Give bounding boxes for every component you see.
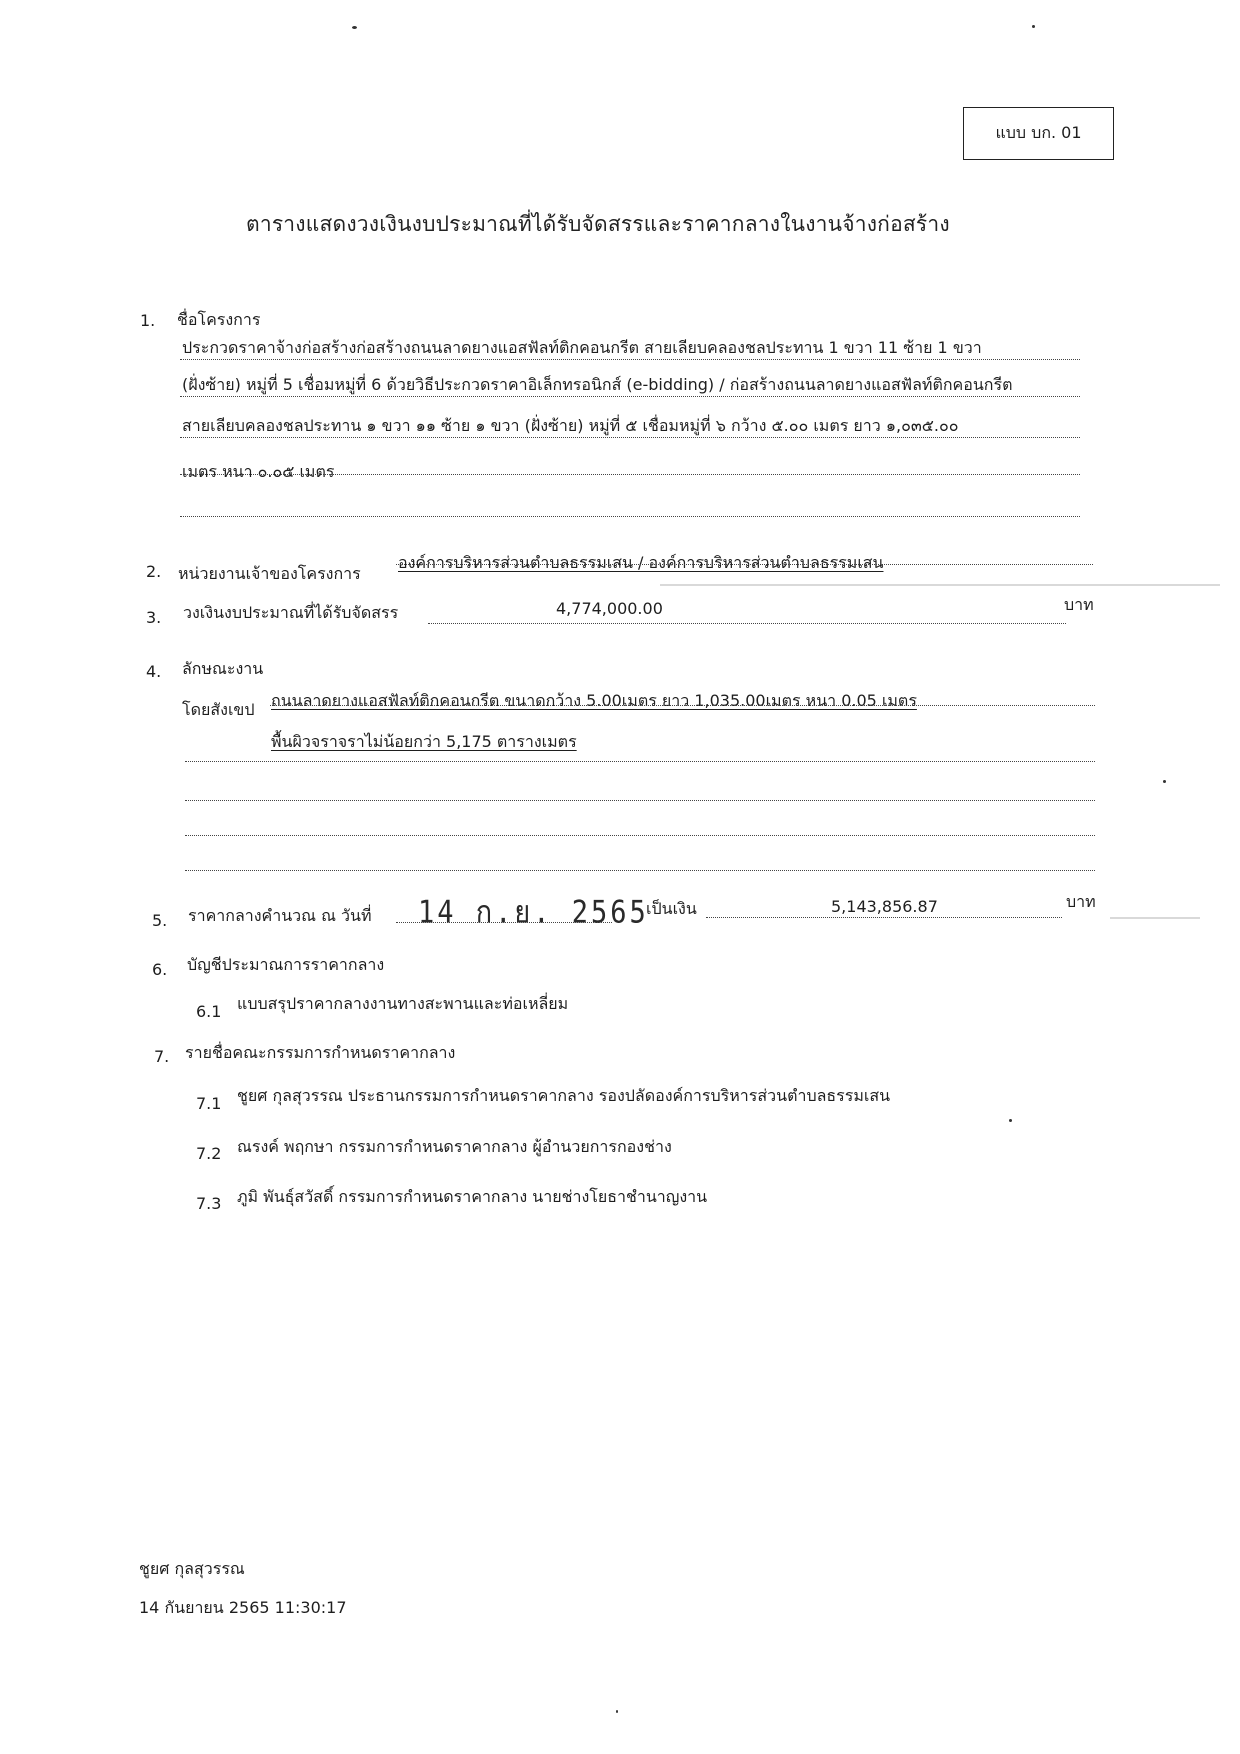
item-number: 6.1 (196, 1002, 222, 1021)
document-title: ตารางแสดงวงเงินงบประมาณที่ได้รับจัดสรรและราคากลางในงานจ้างก่อสร้าง (246, 212, 950, 236)
dotted-line (180, 474, 1080, 475)
date-stamp: 14 ก.ย. 2565 (418, 894, 649, 931)
work-description-line-2: พื้นผิวจราจราไม่น้อยกว่า 5,175 ตารางเมตร (271, 732, 577, 751)
section-number: 6. (152, 960, 168, 979)
committee-member-1: ชูยศ กุลสุวรรณ ประธานกรรมการกำหนดราคากลาง รองปลัดองค์การบริหารส่วนตำบลธรรมเสน (237, 1086, 891, 1105)
section-label: วงเงินงบประมาณที่ได้รับจัดสรร (183, 603, 399, 622)
project-name-line-1: ประกวดราคาจ้างก่อสร้างก่อสร้างถนนลาดยางแอสฟัลท์ติกคอนกรีต สายเลียบคลองชลประทาน 1 ขวา 11 ซ้าย 1 ขวา (182, 338, 982, 357)
footer-datetime: 14 กันยายน 2565 11:30:17 (139, 1598, 347, 1617)
cost-estimate-item: แบบสรุปราคากลางงานทางสะพานและท่อเหลี่ยม (237, 994, 569, 1013)
dotted-line (180, 359, 1080, 360)
form-code: แบบ บก. 01 (995, 123, 1082, 142)
dotted-line (185, 835, 1095, 836)
dotted-line (428, 623, 1066, 624)
section-label: ชื่อโครงการ (177, 310, 261, 329)
dotted-line (185, 761, 1095, 762)
budget-amount: 4,774,000.00 (556, 599, 663, 618)
section-label: ราคากลางคำนวณ ณ วันที่ (188, 906, 372, 925)
project-name-line-3: สายเลียบคลองชลประทาน ๑ ขวา ๑๑ ซ้าย ๑ ขวา (ฝั่งซ้าย) หมู่ที่ ๕ เชื่อมหมู่ที่ ๖ กว้าง ๕.๐๐ เมตร ยาว ๑,๐๓๕.๐๐ (182, 416, 959, 435)
scan-speck (616, 1710, 618, 1713)
item-number: 7.1 (196, 1094, 222, 1113)
dotted-line (270, 705, 1095, 706)
scan-speck (1009, 1119, 1012, 1122)
section-number: 5. (152, 911, 168, 930)
dotted-line (185, 870, 1095, 871)
scan-smudge (660, 584, 1220, 586)
median-price-unit: บาท (1066, 892, 1096, 911)
dotted-line (180, 437, 1080, 438)
work-description-line-1: ถนนลาดยางแอสฟัลท์ติกคอนกรีต ขนาดกว้าง 5.00เมตร ยาว 1,035.00เมตร หนา 0.05 เมตร (271, 691, 917, 710)
item-number: 7.2 (196, 1144, 222, 1163)
section-label: ลักษณะงาน (182, 659, 264, 678)
section-label: บัญชีประมาณการราคากลาง (187, 955, 385, 974)
dotted-line (180, 516, 1080, 517)
amount-label: เป็นเงิน (646, 899, 697, 918)
section-number: 4. (146, 662, 162, 681)
dotted-line (706, 917, 1062, 918)
project-name-line-4: เมตร หนา ๐.๐๕ เมตร (182, 462, 335, 481)
dotted-line (180, 396, 1080, 397)
dotted-line (396, 922, 612, 923)
form-code-box (963, 107, 1114, 160)
dotted-line (396, 564, 1093, 565)
section-label: หน่วยงานเจ้าของโครงการ (178, 564, 361, 583)
section-number: 2. (146, 562, 162, 581)
budget-unit: บาท (1064, 595, 1094, 614)
section-number: 1. (140, 311, 156, 330)
section-number: 3. (146, 608, 162, 627)
project-name-line-2: (ฝั่งซ้าย) หมู่ที่ 5 เชื่อมหมู่ที่ 6 ด้วยวิธีประกวดราคาอิเล็กทรอนิกส์ (e-bidding) / ก่อสร้างถนนลาดยางแอสฟัลท์ติกคอนกรีต (182, 375, 1013, 394)
committee-member-2: ณรงค์ พฤกษา กรรมการกำหนดราคากลาง ผู้อำนวยการกองช่าง (237, 1137, 672, 1156)
owner-agency-value: องค์การบริหารส่วนตำบลธรรมเสน / องค์การบริหารส่วนตำบลธรรมเสน (398, 553, 884, 572)
committee-member-3: ภูมิ พันธุ์สวัสดิ์ กรรมการกำหนดราคากลาง นายช่างโยธาชำนาญงาน (237, 1187, 708, 1206)
description-sub-label: โดยสังเขป (182, 700, 255, 719)
scan-smudge (1110, 917, 1200, 919)
scan-speck (352, 26, 357, 29)
footer-name: ชูยศ กุลสุวรรณ (139, 1559, 245, 1578)
section-label: รายชื่อคณะกรรมการกำหนดราคากลาง (185, 1043, 456, 1062)
section-number: 7. (154, 1047, 170, 1066)
dotted-line (185, 800, 1095, 801)
scan-speck (1163, 780, 1166, 783)
item-number: 7.3 (196, 1194, 222, 1213)
scan-speck (1032, 25, 1035, 28)
median-price-amount: 5,143,856.87 (831, 897, 938, 916)
